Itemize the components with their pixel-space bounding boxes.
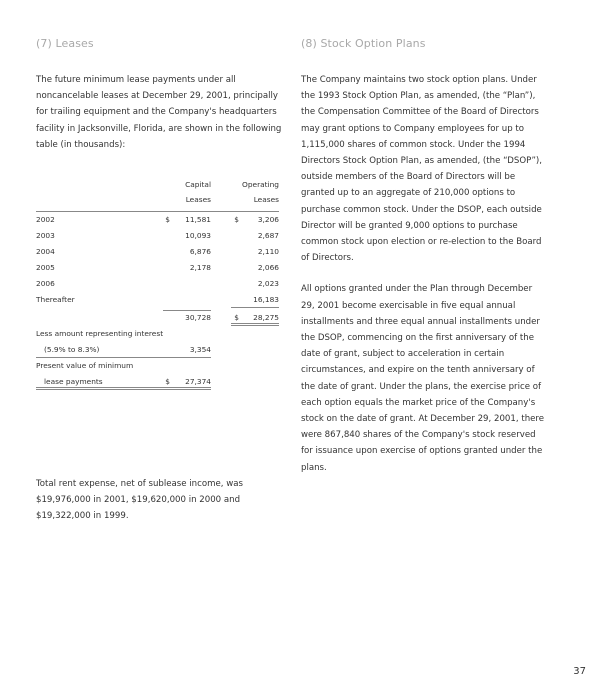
table-row: 2002 $ 11,581 $ 3,206 [36,212,279,228]
leases-heading: (7) Leases [36,37,94,50]
stock-options-heading: (8) Stock Option Plans [301,37,426,50]
less-interest-row-label: Less amount representing interest [36,329,164,339]
stock-options-section [301,30,546,476]
operating-header-line2: Leases [253,195,279,205]
lease-table [36,177,279,390]
leases-intro: The future minimum lease payments under all noncancelable leases at December 29, 2001, principally for trailing equipment and the Company's headquarters facility in Jacksonville, Florida, are shown in the following table (in thousands): [36,75,282,150]
lease-table-header [36,177,279,207]
present-value-row-label: Present value of minimum [36,361,134,371]
dollar-sign: $ [165,215,170,225]
table-row: 2006 2,023 [36,279,279,289]
table-row: 2005 2,178 2,066 [36,263,279,273]
capital-header-line2: Leases [185,195,211,205]
leases-section [36,30,291,525]
dollar-sign: $ [234,215,239,225]
dollar-sign: $ [165,377,170,387]
operating-subtotal-rule [231,307,279,308]
total-row: 30,728 $ 28,275 [36,310,279,326]
rent-expense-paragraph: Total rent expense, net of sublease income, was $19,976,000 in 2001, $19,620,000 in 2000 and $19,322,000 in 1999. [36,479,243,522]
less-interest-row: (5.9% to 8.3%) 3,354 [36,342,279,358]
dollar-sign: $ [234,313,239,323]
stock-options-paragraph-1: The Company maintains two stock option plans. Under the 1993 Stock Option Plan, as amended, (the “Plan”), the Compensation Committee of the Board of Directors may grant options to Company employees for up to 1,115,000 shares of common stock. Under the 1994 Directors Stock Option Plan, as amended, (the “DSOP”), outside members of the Board of Directors will be granted up to an aggregate of 210,000 options to purchase common stock. Under the DSOP, each outside Director will be granted 9,000 options to purchase common stock upon election or re-election to the Board of Directors. [301,75,543,264]
table-row: 2003 10,093 2,687 [36,231,279,241]
table-row: Thereafter 16,183 [36,292,279,308]
page-number: 37 [573,666,586,677]
stock-options-paragraph-2: All options granted under the Plan through December 29, 2001 become exercisable in five equal annual installments and three equal annual installments under the DSOP, commencing on the first anniversary of the date of grant, subject to acceleration in certain circumstances, and expire on the tenth anniversary of the date of grant. Under the plans, the exercise price of each option equals the market price of the Company's stock on the date of grant. At December 29, 2001, there were 867,840 shares of the Company's stock reserved for issuance upon exercise of options granted under the plans. [301,284,545,473]
capital-header-line1: Capital [185,180,211,190]
present-value-row: lease payments $ 27,374 [36,374,279,390]
present-value-rule [36,387,211,390]
operating-header-line1: Operating [242,180,279,190]
table-row: 2004 6,876 2,110 [36,247,279,257]
